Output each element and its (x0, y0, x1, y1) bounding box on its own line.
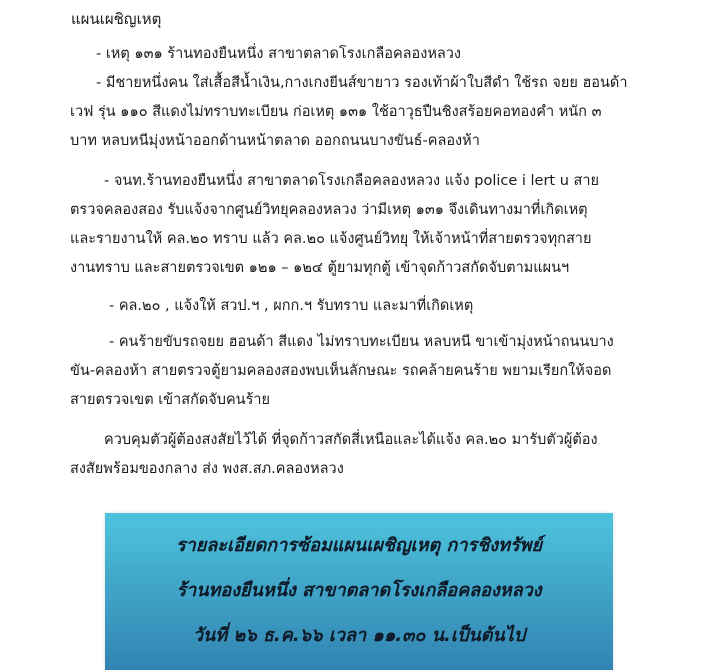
paragraph-line: - คล.๒๐ , แจ้งให้ สวป.ฯ , ผกก.ฯ รับทราบ และมาที่เกิดเหตุ (109, 298, 474, 314)
paragraph-line: บาท หลบหนีมุ่งหน้าออกด้านหน้าตลาด ออกถนนบางขันธ์-คลองห้า (70, 133, 480, 149)
paragraph-line: - เหตุ ๑๓๑ ร้านทองยืนหนึ่ง สาขาตลาดโรงเกลือคลองหลวง (96, 46, 461, 62)
paragraph-incident-report (73, 40, 673, 69)
paragraph-line: และรายงานให้ คล.๒๐ ทราบ แล้ว คล.๒๐ แจ้งศูนย์วิทยุ ให้เจ้าหน้าที่สายตรวจทุกสาย (70, 231, 592, 247)
banner-datetime: วันที่ ๒๖ ธ.ค.๖๖ เวลา ๑๑.๓๐ น.เป็นต้นไป (192, 625, 526, 646)
paragraph-staff-alert (70, 167, 673, 283)
paragraph-pursuit (70, 328, 673, 415)
paragraph-line: - มีชายหนึ่งคน ใส่เสื้อสีน้ำเงิน,กางเกงยีนส์ขายาว รองเท้าผ้าใบสีดำ ใช้รถ จยย ฮอนด้า (96, 75, 628, 91)
document-heading: แผนเผชิญเหตุ (71, 10, 162, 28)
paragraph-line: ควบคุมตัวผู้ต้องสงสัยไว้ได้ ที่จุดก้าวสกัดสี่เหนือและได้แจ้ง คล.๒๐ มารับตัวผู้ต้อง (104, 432, 598, 448)
drill-details-banner (105, 513, 613, 670)
paragraph-line: - จนท.ร้านทองยืนหนึ่ง สาขาตลาดโรงเกลือคลองหลวง แจ้ง police i lert u สาย (104, 173, 600, 189)
paragraph-arrest (70, 426, 673, 484)
paragraph-commander-notify (73, 292, 673, 321)
paragraph-line: เวฟ รุ่น ๑๑๐ สีแดงไม่ทราบทะเบียน ก่อเหตุ ๑๓๑ ใช้อาวุธปืนชิงสร้อยคอทองคำ หนัก ๓ (70, 104, 602, 120)
paragraph-line: ตรวจคลองสอง รับแจ้งจากศูนย์วิทยุคลองหลวง ว่ามีเหตุ ๑๓๑ จึงเดินทางมาที่เกิดเหตุ (70, 202, 588, 218)
banner-subtitle: ร้านทองยืนหนึ่ง สาขาตลาดโรงเกลือคลองหลวง (176, 580, 542, 601)
banner-title: รายละเอียดการซ้อมแผนเผชิญเหตุ การชิงทรัพย์ (175, 535, 543, 556)
paragraph-suspect-description (70, 69, 673, 156)
paragraph-line: งานทราบ และสายตรวจเขต ๑๒๑ – ๑๒๔ ตู้ยามทุกตู้ เข้าจุดก้าวสกัดจับตามแผนฯ (70, 260, 570, 276)
paragraph-line: - คนร้ายขับรถจยย ฮอนด้า สีแดง ไม่ทราบทะเบียน หลบหนี ขาเข้ามุ่งหน้าถนนบาง (109, 334, 614, 350)
paragraph-line: สงสัยพร้อมของกลาง ส่ง พงส.สภ.คลองหลวง (70, 461, 344, 477)
paragraph-line: สายตรวจเขต เข้าสกัดจับคนร้าย (70, 392, 271, 408)
paragraph-line: ขัน-คลองห้า สายตรวจตู้ยามคลองสองพบเห็นลักษณะ รถคล้ายคนร้าย พยามเรียกให้จอด (70, 363, 612, 379)
